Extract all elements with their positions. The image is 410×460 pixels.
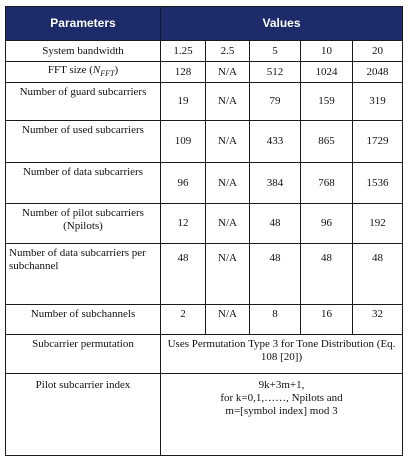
cell-value: N/A [206,163,250,204]
cell-value: 48 [301,244,353,305]
formula-line: m=[symbol index] mod 3 [225,405,338,417]
parameters-table [5,6,403,456]
row-label: Number of used subcarriers [6,121,161,163]
cell-value: 19 [161,83,206,121]
cell-value: 2048 [353,62,403,83]
permutation-value: Uses Permutation Type 3 for Tone Distribution (Eq. 108 [20]) [161,335,403,374]
cell-value: N/A [206,244,250,305]
header-values: Values [161,7,403,41]
row-label: Number of data subcarriers [6,163,161,204]
cell-value: 79 [250,83,301,121]
table-row [6,163,403,204]
cell-value: N/A [206,62,250,83]
table-row [6,305,403,335]
formula-line: for k=0,1,……, Npilots and [220,392,343,404]
cell-value: N/A [206,121,250,163]
cell-value: 159 [301,83,353,121]
cell-value: 8 [250,305,301,335]
cell-value: 32 [353,305,403,335]
cell-value: 48 [161,244,206,305]
cell-value: 433 [250,121,301,163]
cell-value: N/A [206,83,250,121]
cell-value: 1.25 [161,41,206,62]
cell-value: 768 [301,163,353,204]
cell-value: 384 [250,163,301,204]
header-parameters: Parameters [6,7,161,41]
row-label: Number of subchannels [6,305,161,335]
header-row [6,7,403,41]
cell-value: 1024 [301,62,353,83]
cell-value: 1729 [353,121,403,163]
cell-value: 128 [161,62,206,83]
cell-value: 512 [250,62,301,83]
pilot-index-formula [161,374,403,456]
cell-value: 192 [353,204,403,244]
cell-value: 96 [161,163,206,204]
table-row [6,121,403,163]
cell-value: 10 [301,41,353,62]
row-label: Number of guard subcarriers [6,83,161,121]
row-label: FFT size $(N_{FFT})$ [6,62,161,83]
row-label: Pilot subcarrier index [6,374,161,456]
cell-value: 96 [301,204,353,244]
cell-value: 109 [161,121,206,163]
table-row [6,83,403,121]
table-row [6,204,403,244]
row-label: Subcarrier permutation [6,335,161,374]
cell-value: 1536 [353,163,403,204]
cell-value: 16 [301,305,353,335]
table-row-pilot-index [6,374,403,456]
row-label: Number of data subcarriers per subchannel [6,244,161,305]
table-row [6,244,403,305]
cell-value: 12 [161,204,206,244]
table-row [6,62,403,83]
cell-value: 48 [353,244,403,305]
cell-value: 2.5 [206,41,250,62]
cell-value: N/A [206,305,250,335]
cell-value: 20 [353,41,403,62]
formula-line: 9k+3m+1, [258,379,305,391]
cell-value: 5 [250,41,301,62]
cell-value: 865 [301,121,353,163]
cell-value: N/A [206,204,250,244]
row-label: Number of pilot subcarriers (Npilots) [6,204,161,244]
cell-value: 319 [353,83,403,121]
cell-value: 48 [250,244,301,305]
row-label: System bandwidth [6,41,161,62]
table-row-permutation [6,335,403,374]
cell-value: 48 [250,204,301,244]
cell-value: 2 [161,305,206,335]
table-row [6,41,403,62]
